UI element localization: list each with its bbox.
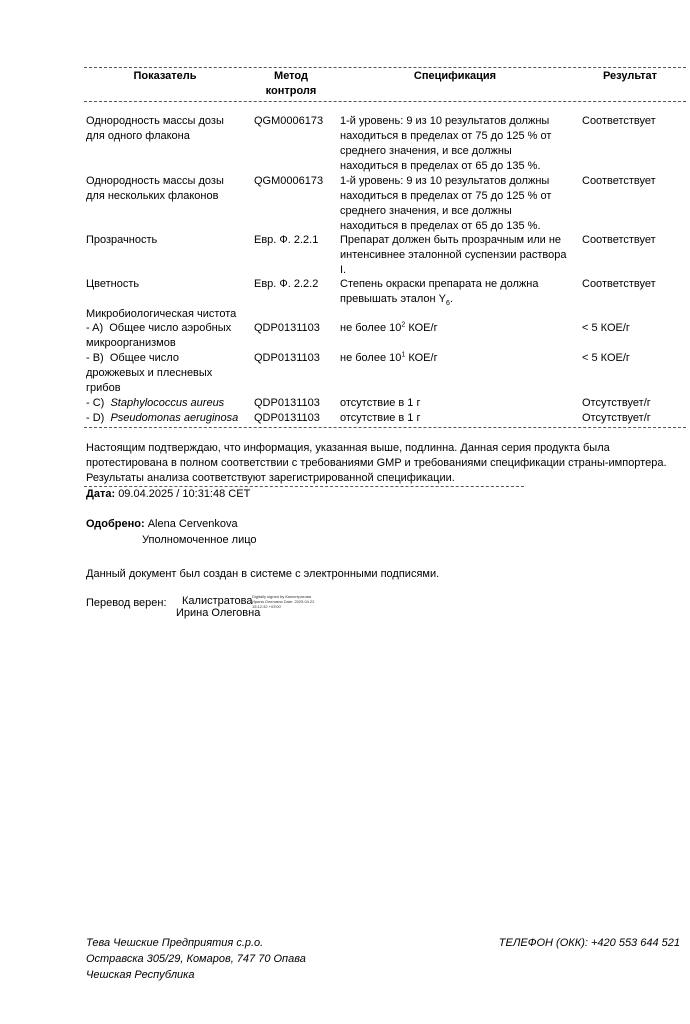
digital-signature-stamp: Digitally signed by Калистратова Ирина Олеговна Date: 2025.04.22 15:12:32 +03'00' (252, 594, 315, 609)
micro-d-result: Отсутствует/г (582, 412, 651, 424)
row2-method: QGM0006173 (254, 175, 324, 187)
row1-method: QGM0006173 (254, 115, 324, 127)
micro-c-method: QDP0131103 (254, 397, 320, 409)
footer-phone: ТЕЛЕФОН (ОКК): +420 553 644 521 (498, 937, 680, 949)
row2-result: Соответствует (582, 175, 656, 187)
micro-b-result: < 5 КОЕ/г (582, 352, 630, 364)
footer-company: Тева Чешские Предприятия с.р.о. (86, 937, 264, 949)
row3-indicator: Прозрачность (86, 234, 158, 246)
row4-indicator: Цветность (86, 278, 140, 290)
micro-c-spec: отсутствие в 1 г (340, 397, 421, 409)
micro-d-method: QDP0131103 (254, 412, 320, 424)
footer-address: Остравска 305/29, Комаров, 747 70 Опава (86, 953, 306, 965)
micro-b-spec: не более $10^1$ КОЕ/г (340, 351, 438, 364)
micro-b-method: QDP0131103 (254, 352, 320, 364)
translation-label: Перевод верен: (86, 597, 167, 609)
approved-line: Одобрено: Alena Cervenkova (86, 518, 238, 530)
row2-indicator: Однородность массы дозы для нескольких флаконов (86, 175, 224, 202)
header-result: Результат (602, 70, 658, 82)
statement: Настоящим подтверждаю, что информация, указанная выше, подлинна. Данная серия продукта была протестирована в полном соответствии с требованиями GMP и требованиями спецификации страны-импортера. Результаты анализа соответствуют зарегистрированной спецификации. (86, 442, 667, 484)
table-bottom-rule (84, 427, 686, 428)
row1-indicator: Однородность массы дозы для одного флакона (86, 115, 224, 142)
micro-c-indicator: - C) Staphylococcus aureus (86, 397, 225, 409)
esign-note: Данный документ был создан в системе с электронными подписями. (86, 568, 440, 580)
translator-line2: Ирина Олеговна (176, 607, 261, 619)
header-spec: Спецификация (413, 70, 497, 82)
row4-result: Соответствует (582, 278, 656, 290)
micro-a-spec: не более $10^2$ КОЕ/г (340, 321, 438, 334)
row3-result: Соответствует (582, 234, 656, 246)
micro-c-result: Отсутствует/г (582, 397, 651, 409)
micro-a-method: QDP0131103 (254, 322, 320, 334)
micro-b-indicator: - B) Общее число дрожжевых и плесневых грибов (86, 352, 213, 394)
row2-spec: 1-й уровень: 9 из 10 результатов должны находиться в пределах от 75 до 125 % от среднего значения, и все должны находиться в пределах от 65 до 135 %. (340, 175, 552, 232)
row4-method: Евр. Ф. 2.2.2 (254, 278, 319, 290)
micro-a-indicator: - A) Общее число аэробных микроорганизмов (86, 322, 232, 349)
micro-title: Микробиологическая чистота (86, 308, 237, 320)
micro-d-indicator: - D) Pseudomonas aeruginosa (86, 412, 239, 424)
row1-result: Соответствует (582, 115, 656, 127)
approved-role: Уполномоченное лицо (142, 534, 257, 546)
row3-spec: Препарат должен быть прозрачным или не интенсивнее эталонной суспензии раствора I. (340, 234, 567, 276)
footer-country: Чешская Республика (86, 969, 195, 981)
date-line: Дата: 09.04.2025 / 10:31:48 CET (86, 488, 251, 500)
top-rule (84, 67, 686, 68)
translator-line1: Калистратова (182, 595, 253, 607)
micro-a-result: < 5 КОЕ/г (582, 322, 630, 334)
header-rule (84, 101, 686, 102)
row3-method: Евр. Ф. 2.2.1 (254, 234, 319, 246)
header-indicator: Показатель (133, 70, 197, 82)
header-method: Метод контроля (265, 70, 317, 97)
row1-spec: 1-й уровень: 9 из 10 результатов должны находиться в пределах от 75 до 125 % от среднего значения, и все должны находиться в пределах от 65 до 135 %. (340, 115, 552, 172)
row4-spec: Степень окраски препарата не должна превышать эталон $Y_6$. (340, 278, 539, 308)
micro-d-spec: отсутствие в 1 г (340, 412, 421, 424)
